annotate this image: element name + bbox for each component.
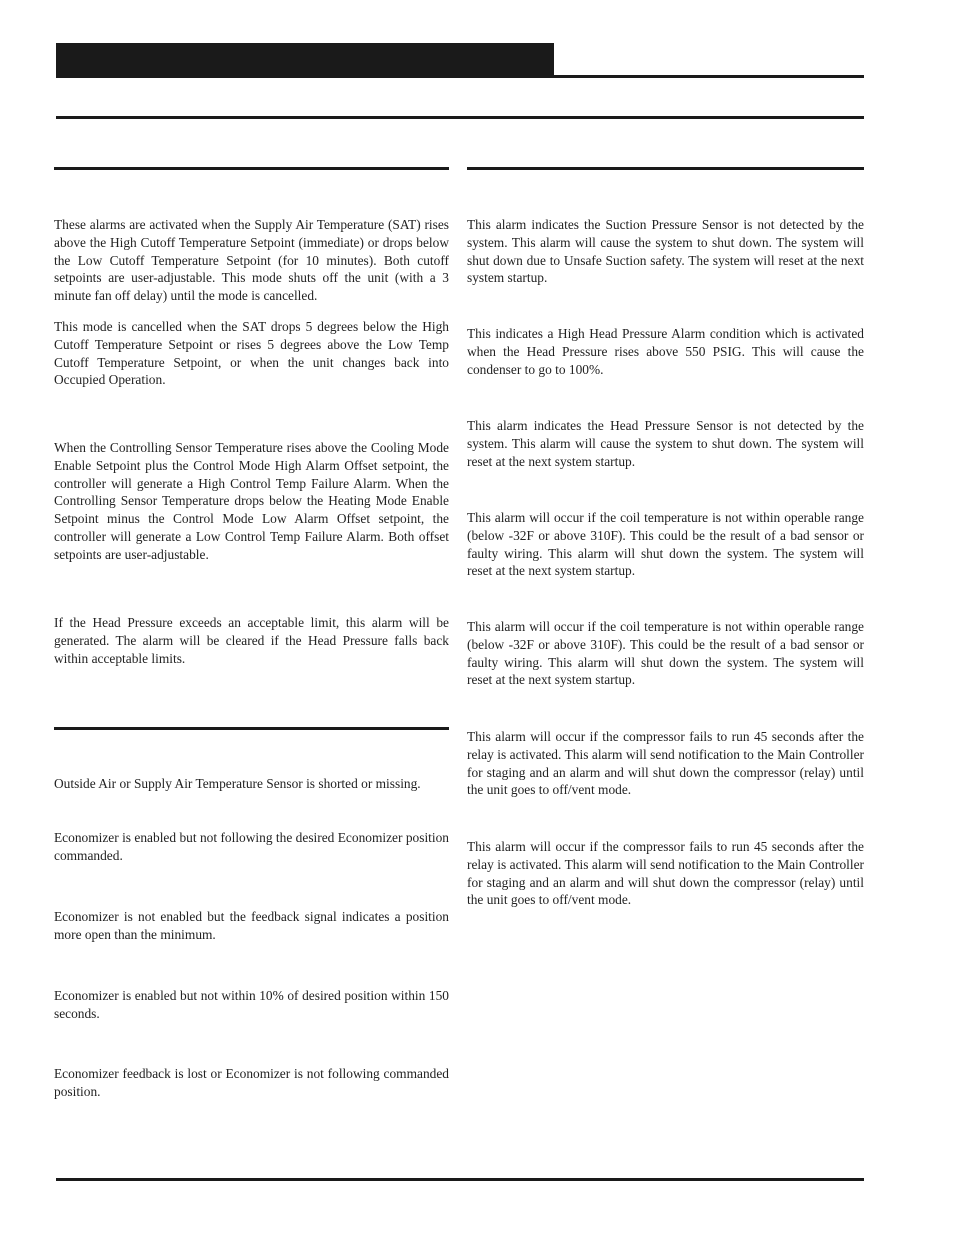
economizer-not-following-paragraph: Economizer is enabled but not following the desired Economizer position commanded. <box>54 830 449 863</box>
title-divider <box>56 116 864 119</box>
left-section-rule-economizer <box>54 727 449 730</box>
header-bar <box>56 43 554 78</box>
economizer-feedback-lost-paragraph: Economizer feedback is lost or Economizer is not following commanded position. <box>54 1066 449 1099</box>
footer-rule <box>56 1178 864 1181</box>
compressor-fail-paragraph-1: This alarm will occur if the compressor fails to run 45 seconds after the relay is activated. This alarm will send notification to the Main Controller for staging and an alarm and will shut down the compressor (relay) until the unit goes to off/vent mode. <box>467 729 864 798</box>
suction-sensor-paragraph: This alarm indicates the Suction Pressure Sensor is not detected by the system. This alarm will cause the system to shut down. The system will shut down due to Unsafe Suction safety. The system will reset at the next system startup. <box>467 217 864 286</box>
coil-temp-paragraph-1: This alarm will occur if the coil temperature is not within operable range (below -32F or above 310F). This could be the result of a bad sensor or faulty wiring. This alarm will shut down the system. The system will reset at the next system startup. <box>467 510 864 579</box>
economizer-not-enabled-paragraph: Economizer is not enabled but the feedback signal indicates a position more open than the minimum. <box>54 909 449 942</box>
high-head-pressure-paragraph: This indicates a High Head Pressure Alarm condition which is activated when the Head Pressure rises above 550 PSIG. This will cause the condenser to go to 100%. <box>467 326 864 377</box>
head-pressure-limit-paragraph: If the Head Pressure exceeds an acceptable limit, this alarm will be generated. The alarm will be cleared if the Head Pressure falls back within acceptable limits. <box>54 615 449 666</box>
cutoff-alarm-paragraph-1: These alarms are activated when the Supply Air Temperature (SAT) rises above the High Cutoff Temperature Setpoint (immediate) or drops below the Low Cutoff Temperature Setpoint (for 10 minutes). Both cutoff setpoints are user-adjustable. This mode shuts off the unit (with a 3 minute fan off delay) until the mode is cancelled. <box>54 217 449 303</box>
cutoff-alarm-paragraph-2: This mode is cancelled when the SAT drops 5 degrees below the High Cutoff Temperature Setpoint or rises 5 degrees above the Low Temp Cutoff Temperature Setpoint, or when the unit changes back into Occupied Operation. <box>54 319 449 388</box>
control-temp-failure-paragraph: When the Controlling Sensor Temperature rises above the Cooling Mode Enable Setpoint plus the Control Mode High Alarm Offset setpoint, the controller will generate a High Control Temp Failure Alarm. When the Controlling Sensor Temperature drops below the Heating Mode Enable Setpoint minus the Control Mode Low Alarm Offset setpoint, the controller will generate a Low Control Temp Failure Alarm. Both offset setpoints are user-adjustable. <box>54 440 449 562</box>
compressor-fail-paragraph-2: This alarm will occur if the compressor fails to run 45 seconds after the relay is activated. This alarm will send notification to the Main Controller for staging and an alarm and will shut down the compressor (relay) until the unit goes to off/vent mode. <box>467 839 864 908</box>
economizer-sensor-paragraph: Outside Air or Supply Air Temperature Sensor is shorted or missing. <box>54 776 421 791</box>
left-section-rule-top <box>54 167 449 170</box>
head-pressure-sensor-paragraph: This alarm indicates the Head Pressure Sensor is not detected by the system. This alarm will cause the system to shut down. The system will reset at the next system startup. <box>467 418 864 469</box>
coil-temp-paragraph-2: This alarm will occur if the coil temperature is not within operable range (below -32F or above 310F). This could be the result of a bad sensor or faulty wiring. This alarm will shut down the system. The system will reset at the next system startup. <box>467 619 864 688</box>
right-section-rule-top <box>467 167 864 170</box>
economizer-not-within-paragraph: Economizer is enabled but not within 10% of desired position within 150 seconds. <box>54 988 449 1021</box>
header-rule <box>554 75 864 78</box>
